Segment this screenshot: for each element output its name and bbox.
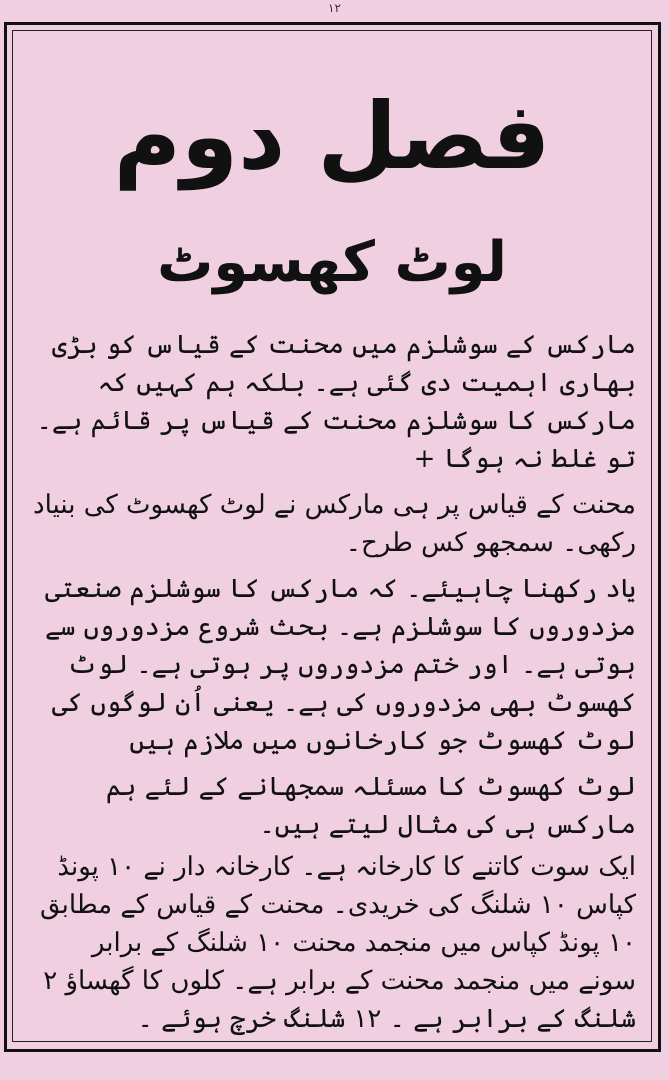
body-paragraph: محنت کے قیاس پر ہی مارکس نے لوٹ کھسوٹ کی بنیاد رکھی۔ سمجھو کس طرح۔ [33,490,636,558]
chapter-subtitle: لوٹ کھسوٹ [157,230,507,295]
chapter-title: فصل دوم [113,83,551,190]
body-paragraph: مارکس کے سوشلزم میں محنت کے قیاس کو بڑی بھاری اہمیت دی گئی ہے۔ بلکہ ہم کہیں کہ مارکس کا سوشلزم محنت کے قیاس پر قائم ہے۔ تو غلط نہ ہوگا + [36,330,636,474]
page-content [22,40,642,1046]
body-paragraph: یاد رکھنا چاہیئے۔ کہ مارکس کا سوشلزم صنعتی مزدوروں کا سوشلزم ہے۔ بحث شروع مزدوروں سے ہوتی ہے۔ اور ختم مزدوروں پر ہوتی ہے۔ لوٹ کھسوٹ بھی مزدوروں کی ہے۔ یعنی اُن لوگوں کی لوٹ کھسوٹ جو کارخانوں میں ملازم ہیں [44,574,636,756]
page-number: ۱۲ [328,1,341,15]
body-paragraph: لوٹ کھسوٹ کا مسئلہ سمجھانے کے لئے ہم مارکس ہی کی مثال لیتے ہیں۔ [105,772,636,840]
body-paragraph: ایک سوت کاتنے کا کارخانہ ہے۔ کارخانہ دار نے ۱۰ پونڈ کپاس ۱۰ شلنگ کی خریدی۔ محنت کے قیاس کے مطابق ۱۰ پونڈ کپاس میں منجمد محنت ۱۰ شلنگ کے برابر سونے میں منجمد محنت کے برابر ہے۔ کلوں کا گھساؤ ۲ شلنگ کے برابر ہے ۔ ۱۲ شلنگ خرچ ہوئے ۔ [40,852,636,1034]
